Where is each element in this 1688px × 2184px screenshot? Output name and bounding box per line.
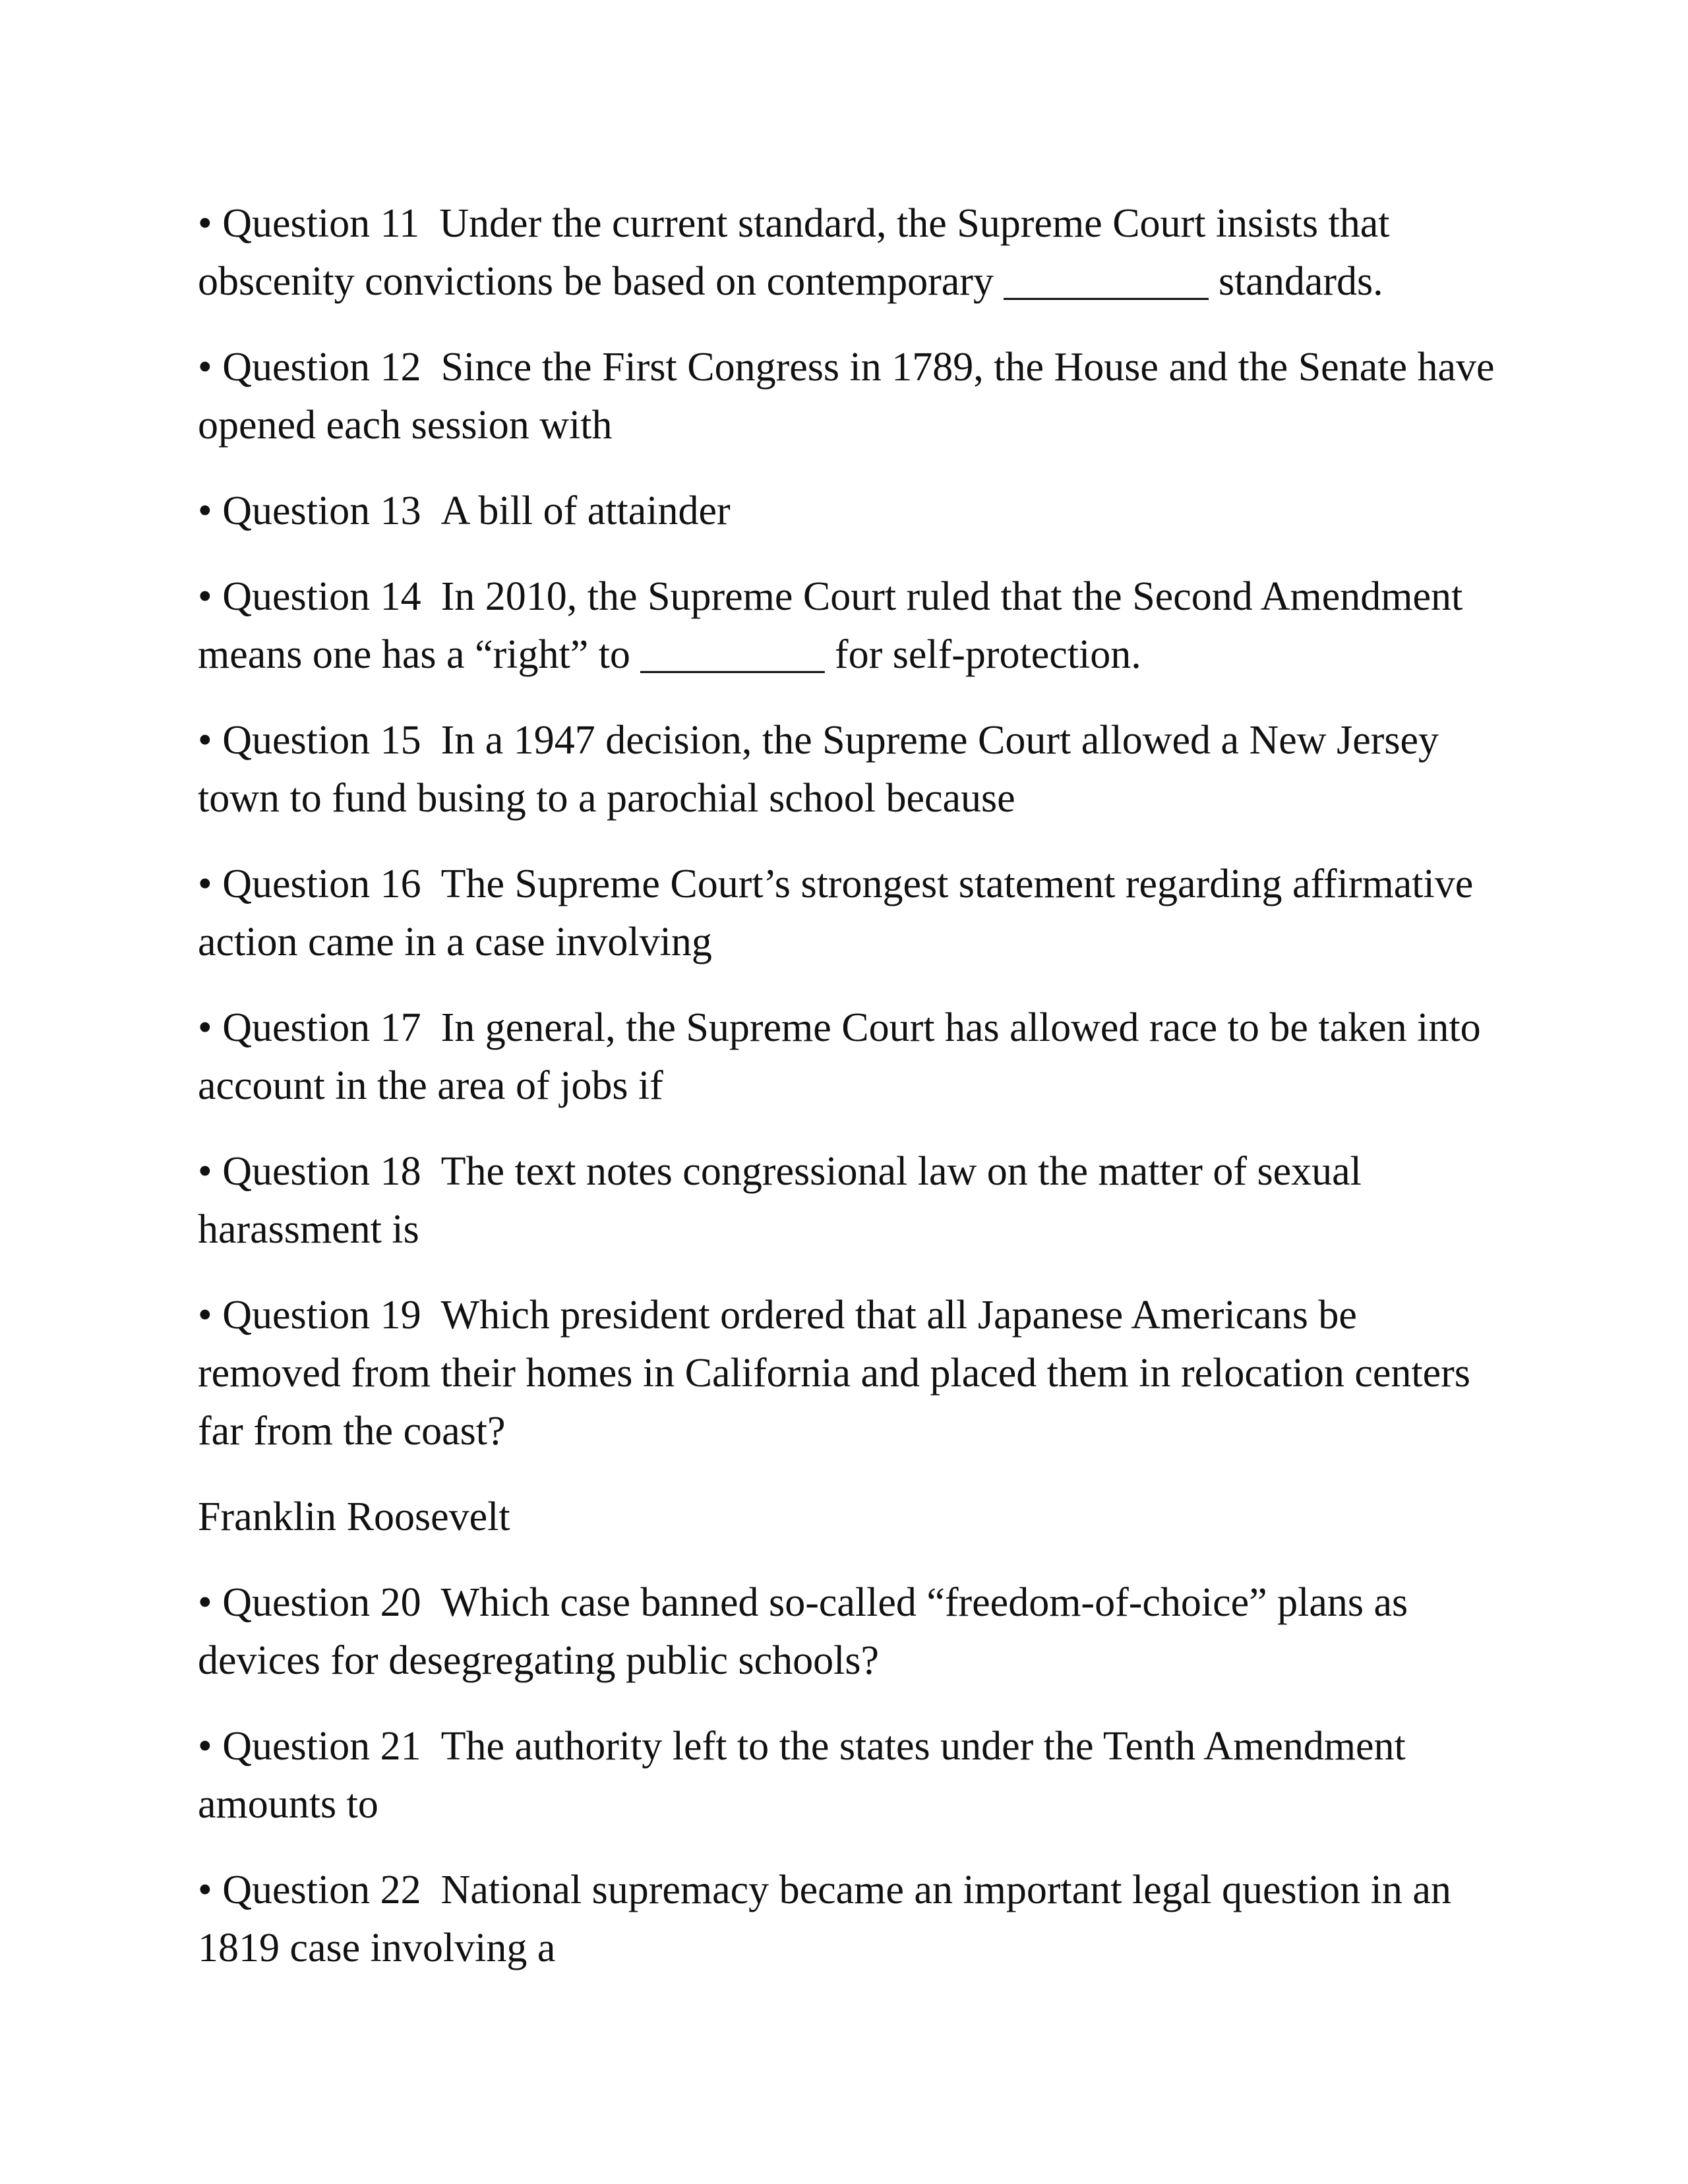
question-22	[198, 1861, 1503, 1977]
question-20	[198, 1574, 1503, 1690]
question-label: • Question 16	[198, 862, 421, 906]
question-16	[198, 855, 1503, 971]
question-text: A bill of attainder	[440, 488, 731, 533]
question-label: • Question 15	[198, 718, 421, 763]
question-label: • Question 14	[198, 574, 421, 619]
question-text: Under the current standard, the Supreme Court insists that obscenity convictions be based on contemporary __________ standards.	[198, 201, 1390, 304]
question-text: The Supreme Court’s strongest statement regarding affirmative action came in a case involving	[198, 862, 1474, 964]
question-label: • Question 17	[198, 1005, 421, 1050]
question-15	[198, 711, 1503, 827]
question-14	[198, 568, 1503, 684]
question-text: In 2010, the Supreme Court ruled that the Second Amendment means one has a “right” to _________ for self-protection.	[198, 574, 1463, 677]
question-text: In general, the Supreme Court has allowed race to be taken into account in the area of jobs if	[198, 1005, 1481, 1108]
question-label: • Question 22	[198, 1868, 421, 1912]
question-label: • Question 18	[198, 1149, 421, 1194]
question-text: National supremacy became an important legal question in an 1819 case involving a	[198, 1868, 1451, 1970]
question-label: • Question 11	[198, 201, 420, 246]
question-text: Which president ordered that all Japanese Americans be removed from their homes in California and placed them in relocation centers far from the coast?	[198, 1293, 1470, 1454]
question-12	[198, 338, 1503, 454]
question-label: • Question 19	[198, 1293, 421, 1338]
document-page	[198, 194, 1503, 2005]
question-21	[198, 1717, 1503, 1833]
question-text: The text notes congressional law on the matter of sexual harassment is	[198, 1149, 1362, 1252]
question-text: Which case banned so-called “freedom-of-choice” plans as devices for desegregating public schools?	[198, 1580, 1408, 1683]
question-label: • Question 12	[198, 345, 421, 390]
question-18	[198, 1142, 1503, 1258]
question-19	[198, 1286, 1503, 1460]
question-text: Since the First Congress in 1789, the House and the Senate have opened each session with	[198, 345, 1495, 448]
question-label: • Question 13	[198, 488, 421, 533]
question-13	[198, 482, 1503, 540]
question-17	[198, 999, 1503, 1115]
question-text: In a 1947 decision, the Supreme Court allowed a New Jersey town to fund busing to a parochial school because	[198, 718, 1439, 821]
question-label: • Question 20	[198, 1580, 421, 1625]
question-text: The authority left to the states under the Tenth Amendment amounts to	[198, 1724, 1406, 1827]
question-11	[198, 194, 1503, 310]
answer-19: Franklin Roosevelt	[198, 1494, 510, 1539]
question-label: • Question 21	[198, 1724, 421, 1769]
